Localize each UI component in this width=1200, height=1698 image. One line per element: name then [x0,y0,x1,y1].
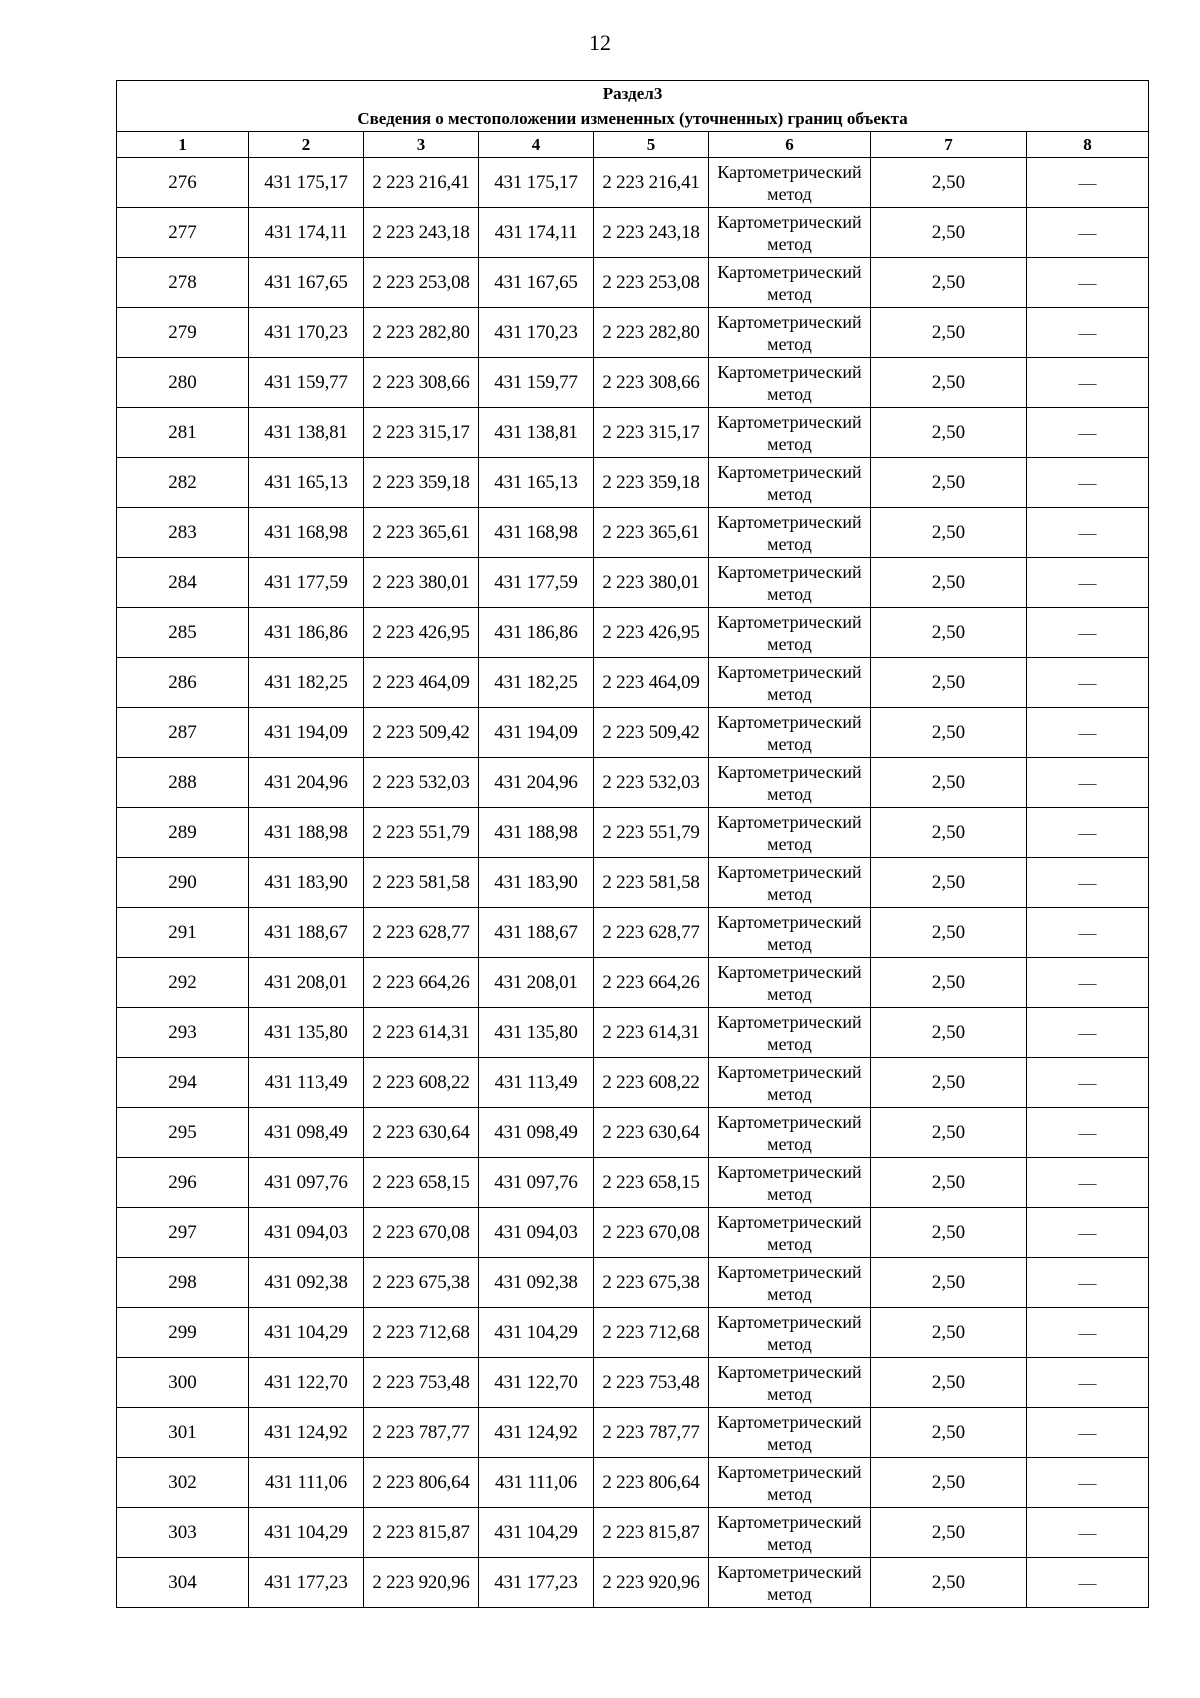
method-cell: Картометрический метод [709,1208,871,1258]
point-number-cell: 278 [117,258,249,308]
coordinate-cell: 431 165,13 [249,458,364,508]
note-cell: — [1027,758,1149,808]
column-number-row [117,132,1149,158]
coordinate-cell: 431 175,17 [479,158,594,208]
point-number-cell: 297 [117,1208,249,1258]
accuracy-cell: 2,50 [871,708,1027,758]
coordinate-cell: 2 223 628,77 [594,908,709,958]
coordinate-cell: 431 167,65 [479,258,594,308]
coordinate-cell: 431 177,59 [249,558,364,608]
method-cell: Картометрический метод [709,1058,871,1108]
accuracy-cell: 2,50 [871,858,1027,908]
accuracy-cell: 2,50 [871,158,1027,208]
coordinate-cell: 2 223 614,31 [594,1008,709,1058]
coordinate-cell: 431 165,13 [479,458,594,508]
note-cell: — [1027,708,1149,758]
coordinate-cell: 2 223 551,79 [364,808,479,858]
table-row [117,1458,1149,1508]
note-cell: — [1027,258,1149,308]
coordinate-cell: 2 223 658,15 [594,1158,709,1208]
coordinate-cell: 431 098,49 [479,1108,594,1158]
accuracy-cell: 2,50 [871,408,1027,458]
note-cell: — [1027,208,1149,258]
point-number-cell: 290 [117,858,249,908]
table-row [117,158,1149,208]
accuracy-cell: 2,50 [871,258,1027,308]
method-cell: Картометрический метод [709,1558,871,1608]
column-number: 3 [364,132,479,158]
coordinate-cell: 431 159,77 [479,358,594,408]
table-caption: Сведения о местоположении измененных (уточненных) границ объекта [117,106,1149,132]
coordinate-cell: 431 124,92 [249,1408,364,1458]
note-cell: — [1027,1108,1149,1158]
note-cell: — [1027,808,1149,858]
method-cell: Картометрический метод [709,1358,871,1408]
accuracy-cell: 2,50 [871,358,1027,408]
method-cell: Картометрический метод [709,158,871,208]
coordinate-cell: 2 223 380,01 [594,558,709,608]
coordinate-cell: 2 223 532,03 [364,758,479,808]
point-number-cell: 279 [117,308,249,358]
table-row [117,1258,1149,1308]
note-cell: — [1027,1458,1149,1508]
table-row [117,308,1149,358]
table-row [117,1508,1149,1558]
coordinate-cell: 431 111,06 [479,1458,594,1508]
coordinate-cell: 2 223 630,64 [364,1108,479,1158]
table-row [117,908,1149,958]
note-cell: — [1027,1558,1149,1608]
point-number-cell: 292 [117,958,249,1008]
coordinate-cell: 431 138,81 [249,408,364,458]
coordinate-cell: 431 188,67 [249,908,364,958]
table-row [117,808,1149,858]
point-number-cell: 304 [117,1558,249,1608]
coordinate-cell: 431 135,80 [249,1008,364,1058]
method-cell: Картометрический метод [709,558,871,608]
coordinate-cell: 2 223 216,41 [364,158,479,208]
point-number-cell: 296 [117,1158,249,1208]
point-number-cell: 295 [117,1108,249,1158]
note-cell: — [1027,508,1149,558]
coordinate-cell: 2 223 670,08 [364,1208,479,1258]
coordinate-cell: 431 182,25 [249,658,364,708]
point-number-cell: 299 [117,1308,249,1358]
method-cell: Картометрический метод [709,758,871,808]
coordinate-cell: 431 104,29 [479,1308,594,1358]
boundary-table-container [116,80,1148,1608]
coordinate-cell: 431 122,70 [249,1358,364,1408]
coordinate-cell: 431 175,17 [249,158,364,208]
coordinate-cell: 2 223 551,79 [594,808,709,858]
coordinate-cell: 431 177,59 [479,558,594,608]
coordinate-cell: 431 124,92 [479,1408,594,1458]
table-body [117,158,1149,1608]
column-number: 1 [117,132,249,158]
coordinate-cell: 2 223 815,87 [364,1508,479,1558]
coordinate-cell: 2 223 664,26 [594,958,709,1008]
coordinate-cell: 2 223 753,48 [364,1358,479,1408]
method-cell: Картометрический метод [709,908,871,958]
coordinate-cell: 2 223 359,18 [364,458,479,508]
point-number-cell: 289 [117,808,249,858]
coordinate-cell: 431 168,98 [479,508,594,558]
method-cell: Картометрический метод [709,408,871,458]
point-number-cell: 282 [117,458,249,508]
accuracy-cell: 2,50 [871,658,1027,708]
accuracy-cell: 2,50 [871,758,1027,808]
coordinate-cell: 2 223 282,80 [594,308,709,358]
coordinate-cell: 2 223 675,38 [594,1258,709,1308]
coordinate-cell: 431 177,23 [479,1558,594,1608]
coordinate-cell: 2 223 253,08 [594,258,709,308]
coordinate-cell: 2 223 630,64 [594,1108,709,1158]
coordinate-cell: 431 183,90 [249,858,364,908]
coordinate-cell: 2 223 243,18 [364,208,479,258]
accuracy-cell: 2,50 [871,958,1027,1008]
accuracy-cell: 2,50 [871,1508,1027,1558]
coordinate-cell: 431 092,38 [479,1258,594,1308]
accuracy-cell: 2,50 [871,808,1027,858]
coordinate-cell: 431 204,96 [249,758,364,808]
accuracy-cell: 2,50 [871,458,1027,508]
point-number-cell: 280 [117,358,249,408]
accuracy-cell: 2,50 [871,208,1027,258]
accuracy-cell: 2,50 [871,1008,1027,1058]
coordinate-cell: 2 223 806,64 [594,1458,709,1508]
accuracy-cell: 2,50 [871,1208,1027,1258]
coordinate-cell: 2 223 509,42 [364,708,479,758]
note-cell: — [1027,608,1149,658]
coordinate-cell: 2 223 426,95 [364,608,479,658]
coordinate-cell: 431 094,03 [249,1208,364,1258]
coordinate-cell: 2 223 509,42 [594,708,709,758]
method-cell: Картометрический метод [709,858,871,908]
note-cell: — [1027,1508,1149,1558]
point-number-cell: 277 [117,208,249,258]
page-number: 12 [589,30,611,55]
table-row [117,1008,1149,1058]
accuracy-cell: 2,50 [871,1358,1027,1408]
table-row [117,508,1149,558]
method-cell: Картометрический метод [709,708,871,758]
table-row [117,708,1149,758]
coordinate-cell: 431 188,67 [479,908,594,958]
coordinate-cell: 2 223 614,31 [364,1008,479,1058]
point-number-cell: 303 [117,1508,249,1558]
coordinate-cell: 2 223 920,96 [364,1558,479,1608]
table-row [117,1308,1149,1358]
coordinate-cell: 2 223 380,01 [364,558,479,608]
coordinate-cell: 2 223 608,22 [594,1058,709,1108]
point-number-cell: 291 [117,908,249,958]
note-cell: — [1027,458,1149,508]
coordinate-cell: 431 186,86 [249,608,364,658]
coordinate-cell: 431 138,81 [479,408,594,458]
coordinate-cell: 2 223 426,95 [594,608,709,658]
coordinate-cell: 431 104,29 [249,1508,364,1558]
point-number-cell: 281 [117,408,249,458]
coordinate-cell: 2 223 315,17 [594,408,709,458]
table-row [117,558,1149,608]
accuracy-cell: 2,50 [871,1458,1027,1508]
method-cell: Картометрический метод [709,508,871,558]
coordinate-cell: 2 223 216,41 [594,158,709,208]
coordinate-cell: 2 223 464,09 [364,658,479,708]
method-cell: Картометрический метод [709,1508,871,1558]
method-cell: Картометрический метод [709,1008,871,1058]
method-cell: Картометрический метод [709,658,871,708]
coordinate-cell: 431 111,06 [249,1458,364,1508]
coordinate-cell: 431 194,09 [479,708,594,758]
point-number-cell: 300 [117,1358,249,1408]
table-row [117,1558,1149,1608]
coordinate-cell: 431 208,01 [479,958,594,1008]
coordinate-cell: 2 223 815,87 [594,1508,709,1558]
method-cell: Картометрический метод [709,1458,871,1508]
point-number-cell: 294 [117,1058,249,1108]
column-number: 6 [709,132,871,158]
note-cell: — [1027,1208,1149,1258]
coordinate-cell: 2 223 664,26 [364,958,479,1008]
note-cell: — [1027,158,1149,208]
note-cell: — [1027,1308,1149,1358]
column-number: 7 [871,132,1027,158]
coordinate-cell: 2 223 712,68 [364,1308,479,1358]
method-cell: Картометрический метод [709,1108,871,1158]
table-row [117,258,1149,308]
table-row [117,608,1149,658]
note-cell: — [1027,1408,1149,1458]
accuracy-cell: 2,50 [871,1308,1027,1358]
coordinate-cell: 431 104,29 [479,1508,594,1558]
method-cell: Картометрический метод [709,1158,871,1208]
table-row [117,1208,1149,1258]
accuracy-cell: 2,50 [871,1258,1027,1308]
point-number-cell: 301 [117,1408,249,1458]
note-cell: — [1027,1158,1149,1208]
coordinate-cell: 431 170,23 [479,308,594,358]
point-number-cell: 285 [117,608,249,658]
table-row [117,1158,1149,1208]
table-row [117,408,1149,458]
coordinate-cell: 2 223 243,18 [594,208,709,258]
method-cell: Картометрический метод [709,308,871,358]
method-cell: Картометрический метод [709,1258,871,1308]
section-title: Раздел3 [117,81,1149,107]
column-number: 2 [249,132,364,158]
table-row [117,758,1149,808]
note-cell: — [1027,308,1149,358]
accuracy-cell: 2,50 [871,908,1027,958]
accuracy-cell: 2,50 [871,1408,1027,1458]
coordinate-cell: 431 135,80 [479,1008,594,1058]
coordinate-cell: 2 223 253,08 [364,258,479,308]
method-cell: Картометрический метод [709,958,871,1008]
coordinate-cell: 2 223 581,58 [594,858,709,908]
method-cell: Картометрический метод [709,358,871,408]
accuracy-cell: 2,50 [871,1158,1027,1208]
table-row [117,958,1149,1008]
method-cell: Картометрический метод [709,1308,871,1358]
table-row [117,358,1149,408]
coordinate-cell: 431 182,25 [479,658,594,708]
note-cell: — [1027,408,1149,458]
coordinate-cell: 2 223 308,66 [364,358,479,408]
coordinate-cell: 431 122,70 [479,1358,594,1408]
coordinate-cell: 431 170,23 [249,308,364,358]
coordinate-cell: 2 223 920,96 [594,1558,709,1608]
coordinate-cell: 431 174,11 [479,208,594,258]
coordinate-cell: 431 188,98 [249,808,364,858]
coordinate-cell: 2 223 628,77 [364,908,479,958]
note-cell: — [1027,1358,1149,1408]
method-cell: Картометрический метод [709,258,871,308]
coordinate-cell: 2 223 670,08 [594,1208,709,1258]
table-row [117,1358,1149,1408]
coordinate-cell: 431 113,49 [479,1058,594,1108]
coordinate-cell: 431 092,38 [249,1258,364,1308]
point-number-cell: 288 [117,758,249,808]
coordinate-cell: 431 113,49 [249,1058,364,1108]
coordinate-cell: 2 223 787,77 [364,1408,479,1458]
note-cell: — [1027,1058,1149,1108]
coordinate-cell: 2 223 675,38 [364,1258,479,1308]
table-caption-row [117,106,1149,132]
coordinate-cell: 2 223 753,48 [594,1358,709,1408]
coordinate-cell: 431 159,77 [249,358,364,408]
coordinate-cell: 431 104,29 [249,1308,364,1358]
accuracy-cell: 2,50 [871,1558,1027,1608]
column-number: 8 [1027,132,1149,158]
point-number-cell: 302 [117,1458,249,1508]
coordinate-cell: 2 223 308,66 [594,358,709,408]
accuracy-cell: 2,50 [871,1108,1027,1158]
accuracy-cell: 2,50 [871,308,1027,358]
method-cell: Картометрический метод [709,808,871,858]
coordinate-cell: 431 204,96 [479,758,594,808]
note-cell: — [1027,658,1149,708]
method-cell: Картометрический метод [709,458,871,508]
method-cell: Картометрический метод [709,608,871,658]
column-number: 5 [594,132,709,158]
coordinate-cell: 431 174,11 [249,208,364,258]
point-number-cell: 286 [117,658,249,708]
table-row [117,1408,1149,1458]
coordinate-cell: 431 177,23 [249,1558,364,1608]
coordinate-cell: 2 223 608,22 [364,1058,479,1108]
coordinate-cell: 431 208,01 [249,958,364,1008]
coordinate-cell: 2 223 359,18 [594,458,709,508]
table-row [117,858,1149,908]
note-cell: — [1027,358,1149,408]
note-cell: — [1027,858,1149,908]
table-row [117,1058,1149,1108]
method-cell: Картометрический метод [709,1408,871,1458]
table-row [117,208,1149,258]
point-number-cell: 283 [117,508,249,558]
coordinate-cell: 431 167,65 [249,258,364,308]
coordinate-cell: 431 097,76 [479,1158,594,1208]
point-number-cell: 284 [117,558,249,608]
point-number-cell: 298 [117,1258,249,1308]
note-cell: — [1027,1258,1149,1308]
section-title-row [117,81,1149,107]
note-cell: — [1027,958,1149,1008]
coordinate-cell: 2 223 464,09 [594,658,709,708]
coordinate-cell: 2 223 581,58 [364,858,479,908]
point-number-cell: 293 [117,1008,249,1058]
accuracy-cell: 2,50 [871,1058,1027,1108]
table-row [117,1108,1149,1158]
coordinate-cell: 2 223 315,17 [364,408,479,458]
coordinate-cell: 2 223 787,77 [594,1408,709,1458]
point-number-cell: 287 [117,708,249,758]
method-cell: Картометрический метод [709,208,871,258]
coordinate-cell: 431 186,86 [479,608,594,658]
note-cell: — [1027,908,1149,958]
coordinate-cell: 2 223 806,64 [364,1458,479,1508]
coordinate-cell: 2 223 365,61 [594,508,709,558]
coordinate-cell: 431 168,98 [249,508,364,558]
coordinate-cell: 431 194,09 [249,708,364,758]
boundary-table [116,80,1149,1608]
accuracy-cell: 2,50 [871,558,1027,608]
coordinate-cell: 431 098,49 [249,1108,364,1158]
coordinate-cell: 2 223 658,15 [364,1158,479,1208]
table-row [117,658,1149,708]
coordinate-cell: 2 223 712,68 [594,1308,709,1358]
coordinate-cell: 431 183,90 [479,858,594,908]
column-number: 4 [479,132,594,158]
coordinate-cell: 2 223 282,80 [364,308,479,358]
table-row [117,458,1149,508]
accuracy-cell: 2,50 [871,608,1027,658]
note-cell: — [1027,558,1149,608]
coordinate-cell: 2 223 365,61 [364,508,479,558]
coordinate-cell: 431 188,98 [479,808,594,858]
note-cell: — [1027,1008,1149,1058]
point-number-cell: 276 [117,158,249,208]
accuracy-cell: 2,50 [871,508,1027,558]
coordinate-cell: 431 097,76 [249,1158,364,1208]
coordinate-cell: 431 094,03 [479,1208,594,1258]
coordinate-cell: 2 223 532,03 [594,758,709,808]
